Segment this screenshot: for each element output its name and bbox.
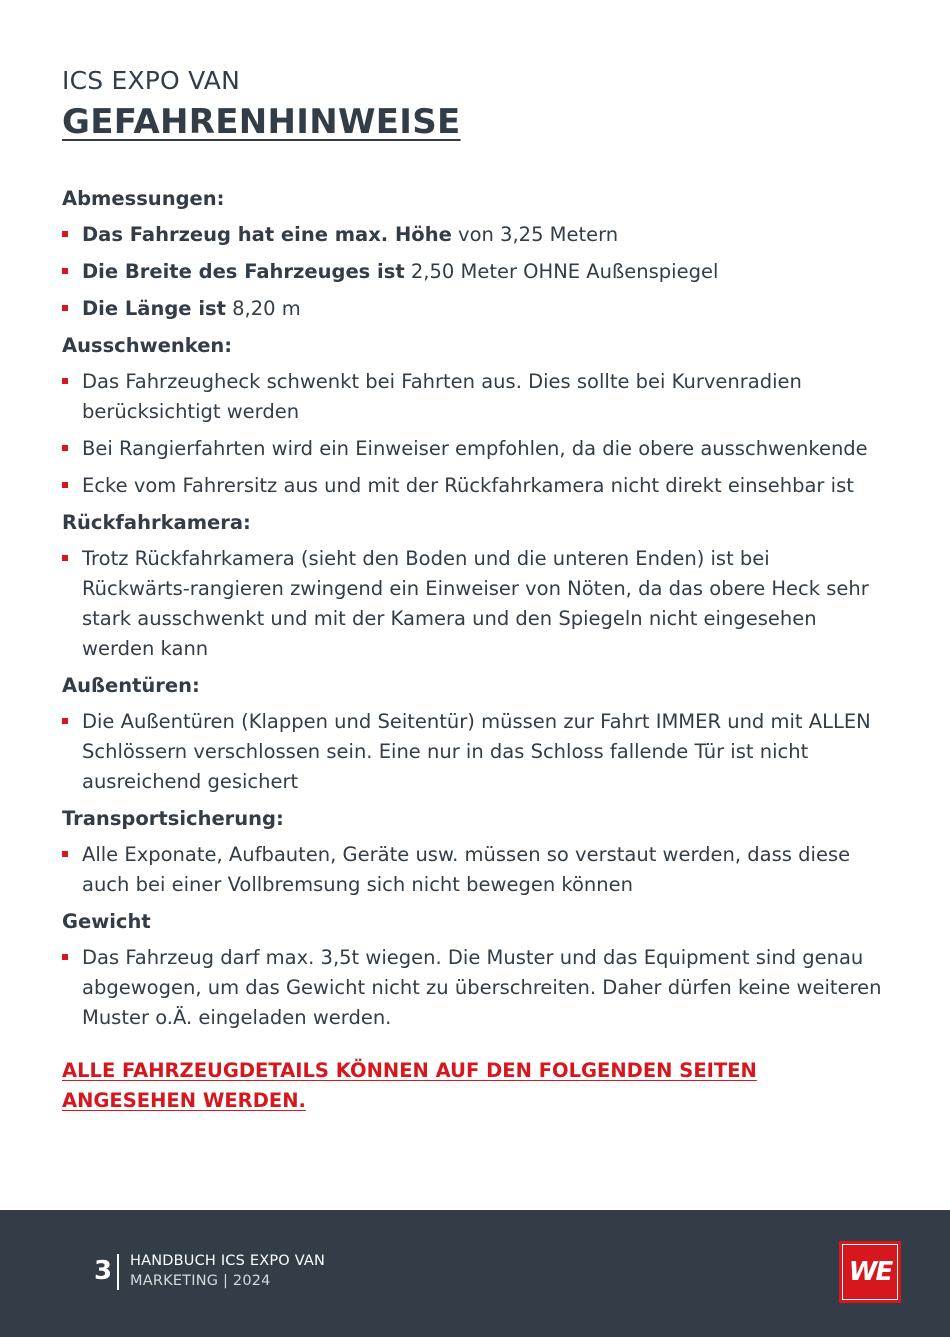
list-item <box>62 257 882 287</box>
red-square-bullet-icon <box>62 482 68 488</box>
item-bold-text: Das Fahrzeug hat eine max. Höhe <box>82 223 452 246</box>
logo-frame <box>842 1244 898 1300</box>
list-item <box>62 434 882 464</box>
bullet-list <box>62 220 882 324</box>
footer-divider <box>117 1254 119 1290</box>
item-text: 2,50 Meter OHNE Außenspiegel <box>404 260 719 283</box>
red-square-bullet-icon <box>62 268 68 274</box>
item-text: von 3,25 Metern <box>451 223 619 246</box>
document-supertitle: ICS EXPO VAN <box>62 66 240 95</box>
item-text: Trotz Rückfahrkamera (sieht den Boden und die unteren Enden) ist bei Rückwärts-rangieren zwingend ein Einweiser von Nöten, da das obere Heck sehr stark ausschwenkt und mit der Kamera und den Spiegeln nicht eingesehen werden kann <box>82 547 869 660</box>
footer-department-year: MARKETING | 2024 <box>130 1273 271 1289</box>
item-bold-text: Die Breite des Fahrzeuges ist <box>82 260 405 283</box>
section-heading: Ausschwenken: <box>62 334 233 357</box>
red-square-bullet-icon <box>62 851 68 857</box>
section-transportsicherung <box>62 804 882 900</box>
item-text: Das Fahrzeugheck schwenkt bei Fahrten aus. Dies sollte bei Kurvenradien berücksichtigt werden <box>82 370 802 423</box>
section-rueckfahrkamera <box>62 508 882 664</box>
item-text: Alle Exponate, Aufbauten, Geräte usw. müssen so verstaut werden, dass diese auch bei einer Vollbremsung sich nicht bewegen können <box>82 843 851 896</box>
section-heading: Gewicht <box>62 910 151 933</box>
red-square-bullet-icon <box>62 555 68 561</box>
bullet-list <box>62 367 882 501</box>
section-heading: Außentüren: <box>62 674 200 697</box>
content <box>62 184 882 1040</box>
logo-text: WE <box>848 1257 892 1287</box>
section-heading: Rückfahrkamera: <box>62 511 251 534</box>
section-gewicht <box>62 907 882 1033</box>
list-item <box>62 544 882 664</box>
item-text: Bei Rangierfahrten wird ein Einweiser empfohlen, da die obere ausschwenkende <box>82 437 868 460</box>
list-item <box>62 840 882 900</box>
bullet-list <box>62 943 882 1033</box>
page-title: GEFAHRENHINWEISE <box>62 102 461 142</box>
red-square-bullet-icon <box>62 378 68 384</box>
list-item <box>62 471 882 501</box>
section-aussentueren <box>62 671 882 797</box>
page-number: 3 <box>94 1256 113 1286</box>
bullet-list <box>62 840 882 900</box>
item-text: 8,20 m <box>225 297 301 320</box>
footer-document-title: HANDBUCH ICS EXPO VAN <box>130 1253 326 1269</box>
list-item <box>62 367 882 427</box>
list-item <box>62 943 882 1033</box>
red-square-bullet-icon <box>62 231 68 237</box>
red-square-bullet-icon <box>62 718 68 724</box>
list-item <box>62 220 882 250</box>
red-square-bullet-icon <box>62 305 68 311</box>
section-heading: Transportsicherung: <box>62 807 284 830</box>
item-bold-text: Die Länge ist <box>82 297 226 320</box>
bullet-list <box>62 544 882 664</box>
we-logo-icon <box>839 1241 901 1303</box>
bullet-list <box>62 707 882 797</box>
section-abmessungen <box>62 184 882 324</box>
list-item <box>62 707 882 797</box>
red-square-bullet-icon <box>62 445 68 451</box>
list-item <box>62 294 882 324</box>
section-heading: Abmessungen: <box>62 187 225 210</box>
item-text: Ecke vom Fahrersitz aus und mit der Rückfahrkamera nicht direkt einsehbar ist <box>82 474 854 497</box>
red-square-bullet-icon <box>62 954 68 960</box>
item-text: Die Außentüren (Klappen und Seitentür) müssen zur Fahrt IMMER und mit ALLEN Schlössern verschlossen sein. Eine nur in das Schloss fallende Tür ist nicht ausreichend gesichert <box>82 710 871 793</box>
section-ausschwenken <box>62 331 882 501</box>
details-notice: ALLE FAHRZEUGDETAILS KÖNNEN AUF DEN FOLGENDEN SEITEN ANGESEHEN WERDEN. <box>62 1059 757 1112</box>
item-text: Das Fahrzeug darf max. 3,5t wiegen. Die Muster und das Equipment sind genau abgewogen, um das Gewicht nicht zu überschreiten. Daher dürfen keine weiteren Muster o.Ä. eingeladen werden. <box>82 946 882 1029</box>
